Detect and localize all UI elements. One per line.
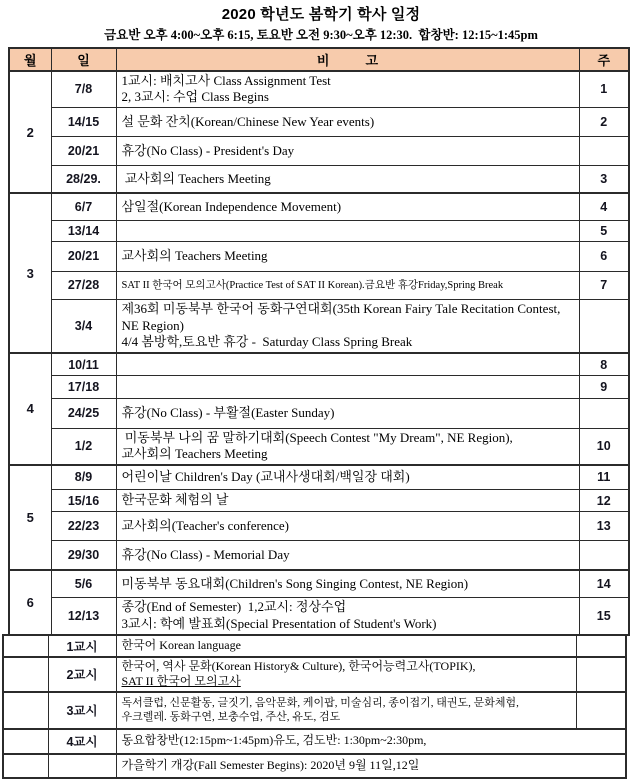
note-line: 교사회의 Teachers Meeting xyxy=(121,248,268,264)
class-periods-table xyxy=(2,634,627,779)
day-cell: 20/21 xyxy=(51,136,116,165)
empty-week-cell xyxy=(576,692,626,729)
note-line: 가을학기 개강(Fall Semester Begins): 2020년 9월 11일,12일 xyxy=(121,757,420,772)
table-row xyxy=(9,353,629,375)
note-cell xyxy=(116,71,579,107)
table-row xyxy=(9,71,629,107)
period-label-cell: 1교시 xyxy=(48,635,116,657)
table-row xyxy=(9,541,629,570)
empty-week-cell xyxy=(576,635,626,657)
note-line: 미동북부 동요대회(Children's Song Singing Contest, NE Region) xyxy=(121,575,469,591)
day-cell: 13/14 xyxy=(51,220,116,241)
note-cell xyxy=(116,193,579,220)
empty-month-cell xyxy=(3,635,48,657)
note-line: 교사회의(Teacher's conference) xyxy=(121,517,289,533)
month-group-march xyxy=(9,193,629,353)
table-row xyxy=(9,598,629,635)
note-cell xyxy=(116,353,579,375)
week-cell: 4 xyxy=(579,193,629,220)
period-label-cell xyxy=(48,754,116,778)
week-cell: 12 xyxy=(579,490,629,512)
period-row-group xyxy=(3,657,626,692)
table-row xyxy=(9,107,629,136)
week-cell: 10 xyxy=(579,428,629,464)
period-label-cell: 4교시 xyxy=(48,729,116,754)
note-cell xyxy=(116,241,579,271)
week-cell: 15 xyxy=(579,598,629,635)
empty-month-cell xyxy=(3,692,48,729)
period-label-cell: 3교시 xyxy=(48,692,116,729)
table-row xyxy=(3,635,626,657)
table-row xyxy=(3,692,626,729)
day-cell: 20/21 xyxy=(51,241,116,271)
table-row xyxy=(9,193,629,220)
week-cell: 8 xyxy=(579,353,629,375)
page-title: 2020 학년도 봄학기 학사 일정 xyxy=(221,6,421,23)
week-cell: 9 xyxy=(579,375,629,398)
note-line: 3교시: 학예 발표회(Special Presentation of Student's Work) xyxy=(121,615,437,631)
note-cell xyxy=(116,271,579,299)
week-cell xyxy=(579,136,629,165)
table-row xyxy=(9,136,629,165)
day-cell: 8/9 xyxy=(51,465,116,490)
note-cell xyxy=(116,570,579,598)
month-cell: 2 xyxy=(9,71,51,193)
month-cell: 4 xyxy=(9,353,51,464)
note-line: 동요합창반(12:15pm~1:45pm)유도, 검도반: 1:30pm~2:30pm, xyxy=(121,733,427,748)
note-cell xyxy=(116,398,579,428)
schedule-table-header xyxy=(9,48,629,71)
note-line: 휴강(No Class) - Memorial Day xyxy=(121,546,290,562)
note-line: 제36회 미동북부 한국어 동화구연대회(35th Korean Fairy Tale Recitation Contest, NE Region) xyxy=(121,301,564,333)
day-cell: 22/23 xyxy=(51,512,116,541)
day-cell: 17/18 xyxy=(51,375,116,398)
period-row-group xyxy=(3,635,626,657)
note-line: SAT II 한국어 모의고사(Practice Test of SAT II Korean).금요반 휴강Friday,Spring Break xyxy=(121,279,504,291)
week-cell: 11 xyxy=(579,465,629,490)
note-line: 휴강(No Class) - 부활절(Easter Sunday) xyxy=(121,405,335,421)
note-cell xyxy=(116,541,579,570)
note-line: 우크렐레. 동화구연, 보충수업, 주산, 유도, 검도 xyxy=(121,711,341,724)
table-row xyxy=(3,657,626,692)
note-line: 한국어, 역사 문화(Korean History& Culture), 한국어능력고사(TOPIK), xyxy=(121,658,476,673)
week-cell xyxy=(579,398,629,428)
note-line: 미동북부 나의 꿈 말하기대회(Speech Contest "My Dream", NE Region), xyxy=(121,429,513,445)
week-cell xyxy=(579,299,629,353)
week-cell: 1 xyxy=(579,71,629,107)
header-month: 월 xyxy=(9,48,51,71)
empty-week-cell xyxy=(576,657,626,692)
table-row xyxy=(9,165,629,193)
period-note-cell xyxy=(116,635,576,657)
note-cell xyxy=(116,465,579,490)
note-cell xyxy=(116,512,579,541)
period-note-cell xyxy=(116,657,576,692)
day-cell: 29/30 xyxy=(51,541,116,570)
table-row xyxy=(9,241,629,271)
header-week: 주 xyxy=(579,48,629,71)
period-note-cell xyxy=(116,729,626,754)
table-row xyxy=(9,375,629,398)
week-cell: 5 xyxy=(579,220,629,241)
day-cell: 1/2 xyxy=(51,428,116,464)
day-cell: 7/8 xyxy=(51,71,116,107)
note-line: 설 문화 잔치(Korean/Chinese New Year events) xyxy=(121,113,375,129)
note-line: 삼일절(Korean Independence Movement) xyxy=(121,198,342,214)
week-cell: 3 xyxy=(579,165,629,193)
day-cell: 3/4 xyxy=(51,299,116,353)
schedule-table xyxy=(8,47,630,636)
period-row-group xyxy=(3,729,626,754)
table-row xyxy=(9,220,629,241)
note-cell xyxy=(116,299,579,353)
table-row xyxy=(9,398,629,428)
week-cell: 13 xyxy=(579,512,629,541)
note-cell xyxy=(116,107,579,136)
day-cell: 12/13 xyxy=(51,598,116,635)
note-line: 독서클럽, 신문활동, 글짓기, 음악문화, 케이팝, 미술심리, 종이접기, 태권도, 문화체험, xyxy=(121,696,519,709)
week-cell: 6 xyxy=(579,241,629,271)
note-line: 종강(End of Semester) 1,2교시: 정상수업 xyxy=(121,599,347,615)
period-row-group xyxy=(3,754,626,778)
month-group-february xyxy=(9,71,629,193)
period-note-cell xyxy=(116,754,626,778)
month-group-april xyxy=(9,353,629,464)
note-cell xyxy=(116,598,579,635)
note-cell xyxy=(116,136,579,165)
note-line: 교사회의 Teachers Meeting xyxy=(121,170,271,186)
note-cell xyxy=(116,220,579,241)
note-line: 한국문화 체험의 날 xyxy=(121,492,229,508)
note-line: 2, 3교시: 수업 Class Begins xyxy=(121,89,269,105)
day-cell: 6/7 xyxy=(51,193,116,220)
note-line: 4/4 봄방학,토요반 휴강 - Saturday Class Spring Break xyxy=(121,334,413,350)
week-cell xyxy=(579,541,629,570)
table-row xyxy=(3,754,626,778)
note-line: 1교시: 배치고사 Class Assignment Test xyxy=(121,73,331,88)
note-line: 어린이날 Children's Day (교내사생대회/백일장 대회) xyxy=(121,469,410,485)
note-line: 휴강(No Class) - President's Day xyxy=(121,142,295,158)
month-group-may xyxy=(9,465,629,570)
empty-month-cell xyxy=(3,754,48,778)
page-subtitle: 금요반 오후 4:00~오후 6:15, 토요반 오전 9:30~오후 12:30. 합창반: 12:15~1:45pm xyxy=(104,28,538,42)
table-row xyxy=(9,299,629,353)
day-cell: 28/29. xyxy=(51,165,116,193)
week-cell: 14 xyxy=(579,570,629,598)
day-cell: 14/15 xyxy=(51,107,116,136)
table-row xyxy=(3,729,626,754)
week-cell: 7 xyxy=(579,271,629,299)
empty-month-cell xyxy=(3,729,48,754)
note-cell xyxy=(116,428,579,464)
note-line: 한국어 Korean language xyxy=(121,637,241,652)
period-note-cell xyxy=(116,692,576,729)
month-cell: 6 xyxy=(9,570,51,635)
period-row-group xyxy=(3,692,626,729)
note-cell xyxy=(116,375,579,398)
table-row xyxy=(9,428,629,464)
day-cell: 27/28 xyxy=(51,271,116,299)
month-cell: 5 xyxy=(9,465,51,570)
table-row xyxy=(9,490,629,512)
day-cell: 10/11 xyxy=(51,353,116,375)
week-cell: 2 xyxy=(579,107,629,136)
note-line: SAT II 한국어 모의고사 xyxy=(121,674,241,689)
table-row xyxy=(9,271,629,299)
note-cell xyxy=(116,490,579,512)
table-row xyxy=(9,465,629,490)
day-cell: 15/16 xyxy=(51,490,116,512)
note-cell xyxy=(116,165,579,193)
month-group-june xyxy=(9,570,629,635)
table-row xyxy=(9,570,629,598)
table-row xyxy=(9,512,629,541)
day-cell: 5/6 xyxy=(51,570,116,598)
month-cell: 3 xyxy=(9,193,51,353)
empty-month-cell xyxy=(3,657,48,692)
period-label-cell: 2교시 xyxy=(48,657,116,692)
note-line: 교사회의 Teachers Meeting xyxy=(121,446,268,462)
header-day: 일 xyxy=(51,48,116,71)
header-row xyxy=(9,48,629,71)
header-note: 비 고 xyxy=(116,48,579,71)
day-cell: 24/25 xyxy=(51,398,116,428)
